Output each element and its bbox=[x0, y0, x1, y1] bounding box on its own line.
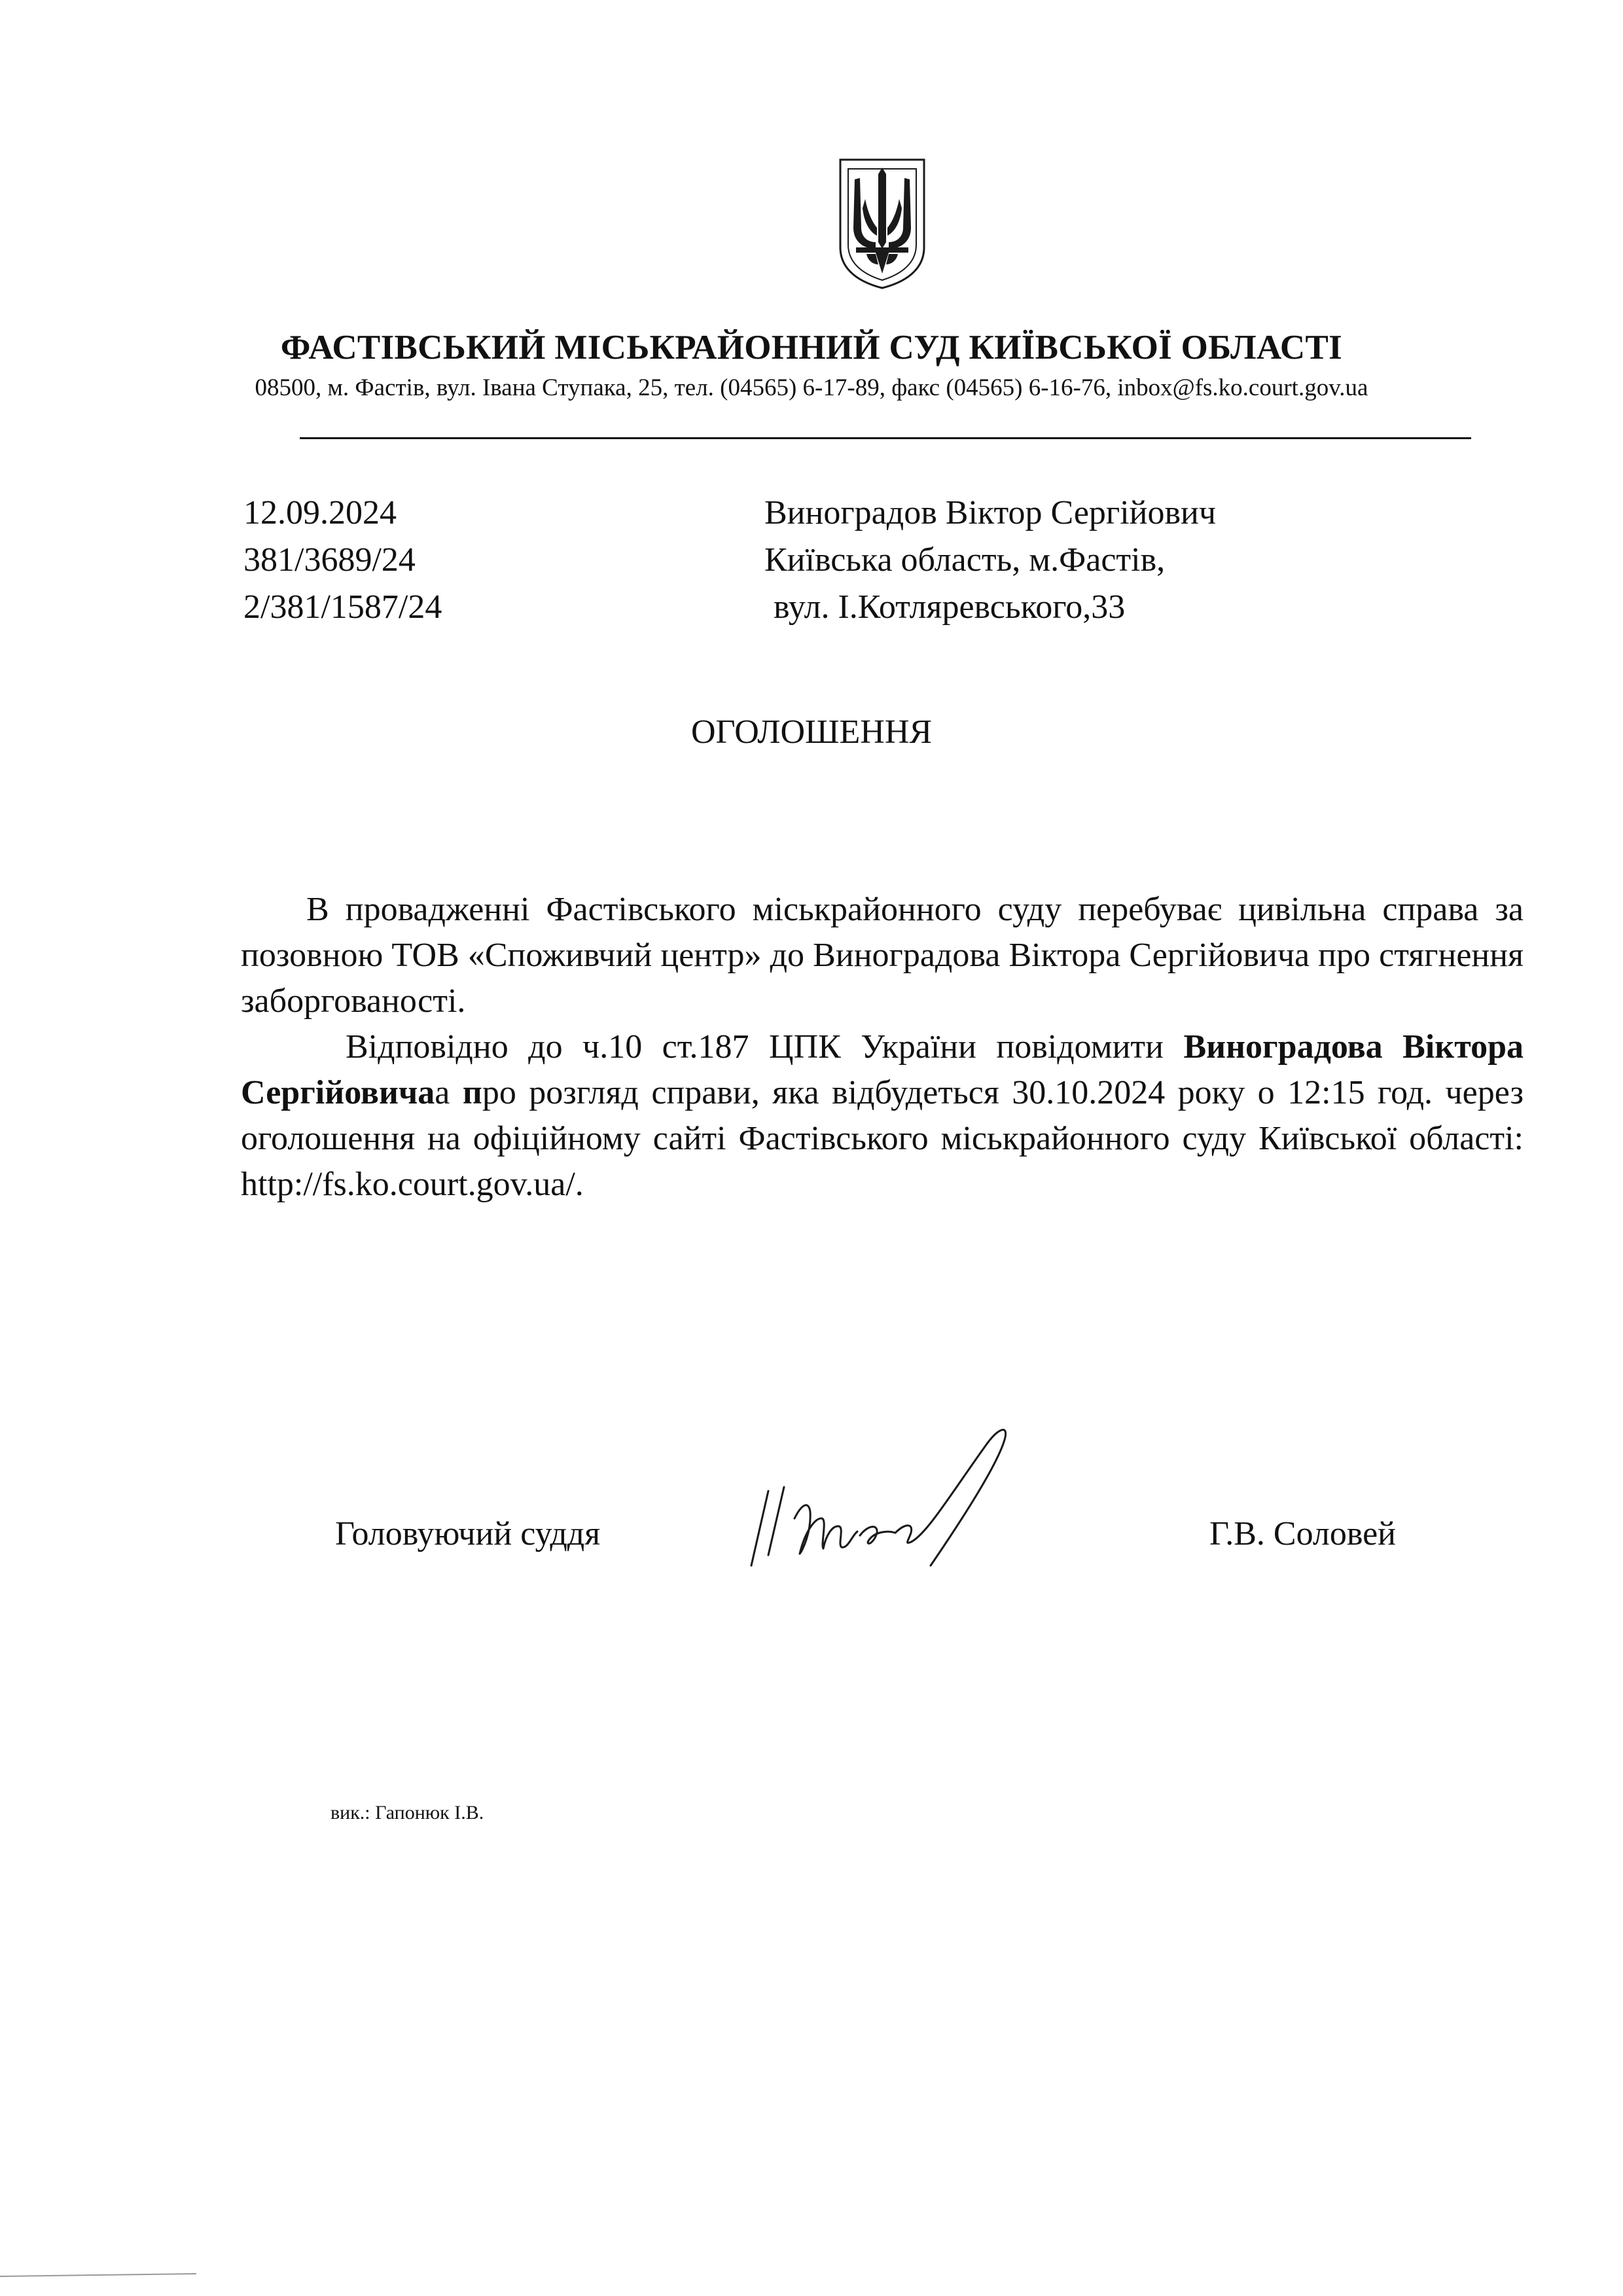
notice-paragraph-2 bbox=[241, 1024, 1524, 1208]
outgoing-number: 381/3689/24 bbox=[243, 541, 416, 579]
notice-title: ОГОЛОШЕННЯ bbox=[690, 713, 933, 751]
executor-note: вик.: Гапонюк І.В. bbox=[330, 1802, 484, 1823]
recipient-name: Виноградов Віктор Сергійович bbox=[764, 494, 1217, 531]
document-date: 12.09.2024 bbox=[243, 494, 397, 531]
paragraph-2-start: Відповідно до ч.10 ст.187 ЦПК України повідомити bbox=[346, 1028, 1184, 1066]
case-number: 2/381/1587/24 bbox=[243, 588, 442, 626]
scan-edge-mark bbox=[0, 2271, 203, 2279]
court-name: ФАСТІВСЬКИЙ МІСЬКРАЙОННИЙ СУД КИЇВСЬКОЇ ОБЛАСТІ bbox=[280, 329, 1343, 367]
header-divider bbox=[300, 437, 1471, 439]
judge-title: Головуючий суддя bbox=[335, 1515, 601, 1552]
handwritten-signature-icon bbox=[740, 1420, 1093, 1617]
court-contacts: 08500, м. Фастів, вул. Івана Ступака, 25, тел. (04565) 6-17-89, факс (04565) 6-16-76, inbox@fs.ko.court.gov.ua bbox=[255, 374, 1368, 401]
coat-of-arms-icon bbox=[835, 156, 929, 291]
recipient-block bbox=[764, 490, 1216, 631]
recipient-street: вул. І.Котляревського,33 bbox=[774, 588, 1126, 626]
paragraph-2-mid: а bbox=[435, 1074, 463, 1111]
defendant-name: Виноградова Віктора Сергійовича bbox=[241, 1028, 1524, 1111]
recipient-region: Київська область, м.Фастів, bbox=[764, 541, 1166, 579]
judge-name: Г.В. Соловей bbox=[1209, 1515, 1396, 1552]
paragraph-2-end: ро розгляд справи, яка відбудеться 30.10.2024 року о 12:15 год. через оголошення на офіційному сайті Фастівського міськрайонного суду Київської області: http://fs.ko.court.gov.ua/. bbox=[241, 1074, 1524, 1203]
notice-paragraph-1: В провадженні Фастівського міськрайонного суду перебуває цивільна справа за позовною ТОВ «Споживчий центр» до Виноградова Віктора Сергійовича про стягнення заборгованості. bbox=[241, 891, 1524, 1020]
paragraph-2-bold-letter: п bbox=[462, 1074, 482, 1111]
notice-body bbox=[241, 887, 1524, 1208]
document-meta bbox=[243, 490, 442, 631]
